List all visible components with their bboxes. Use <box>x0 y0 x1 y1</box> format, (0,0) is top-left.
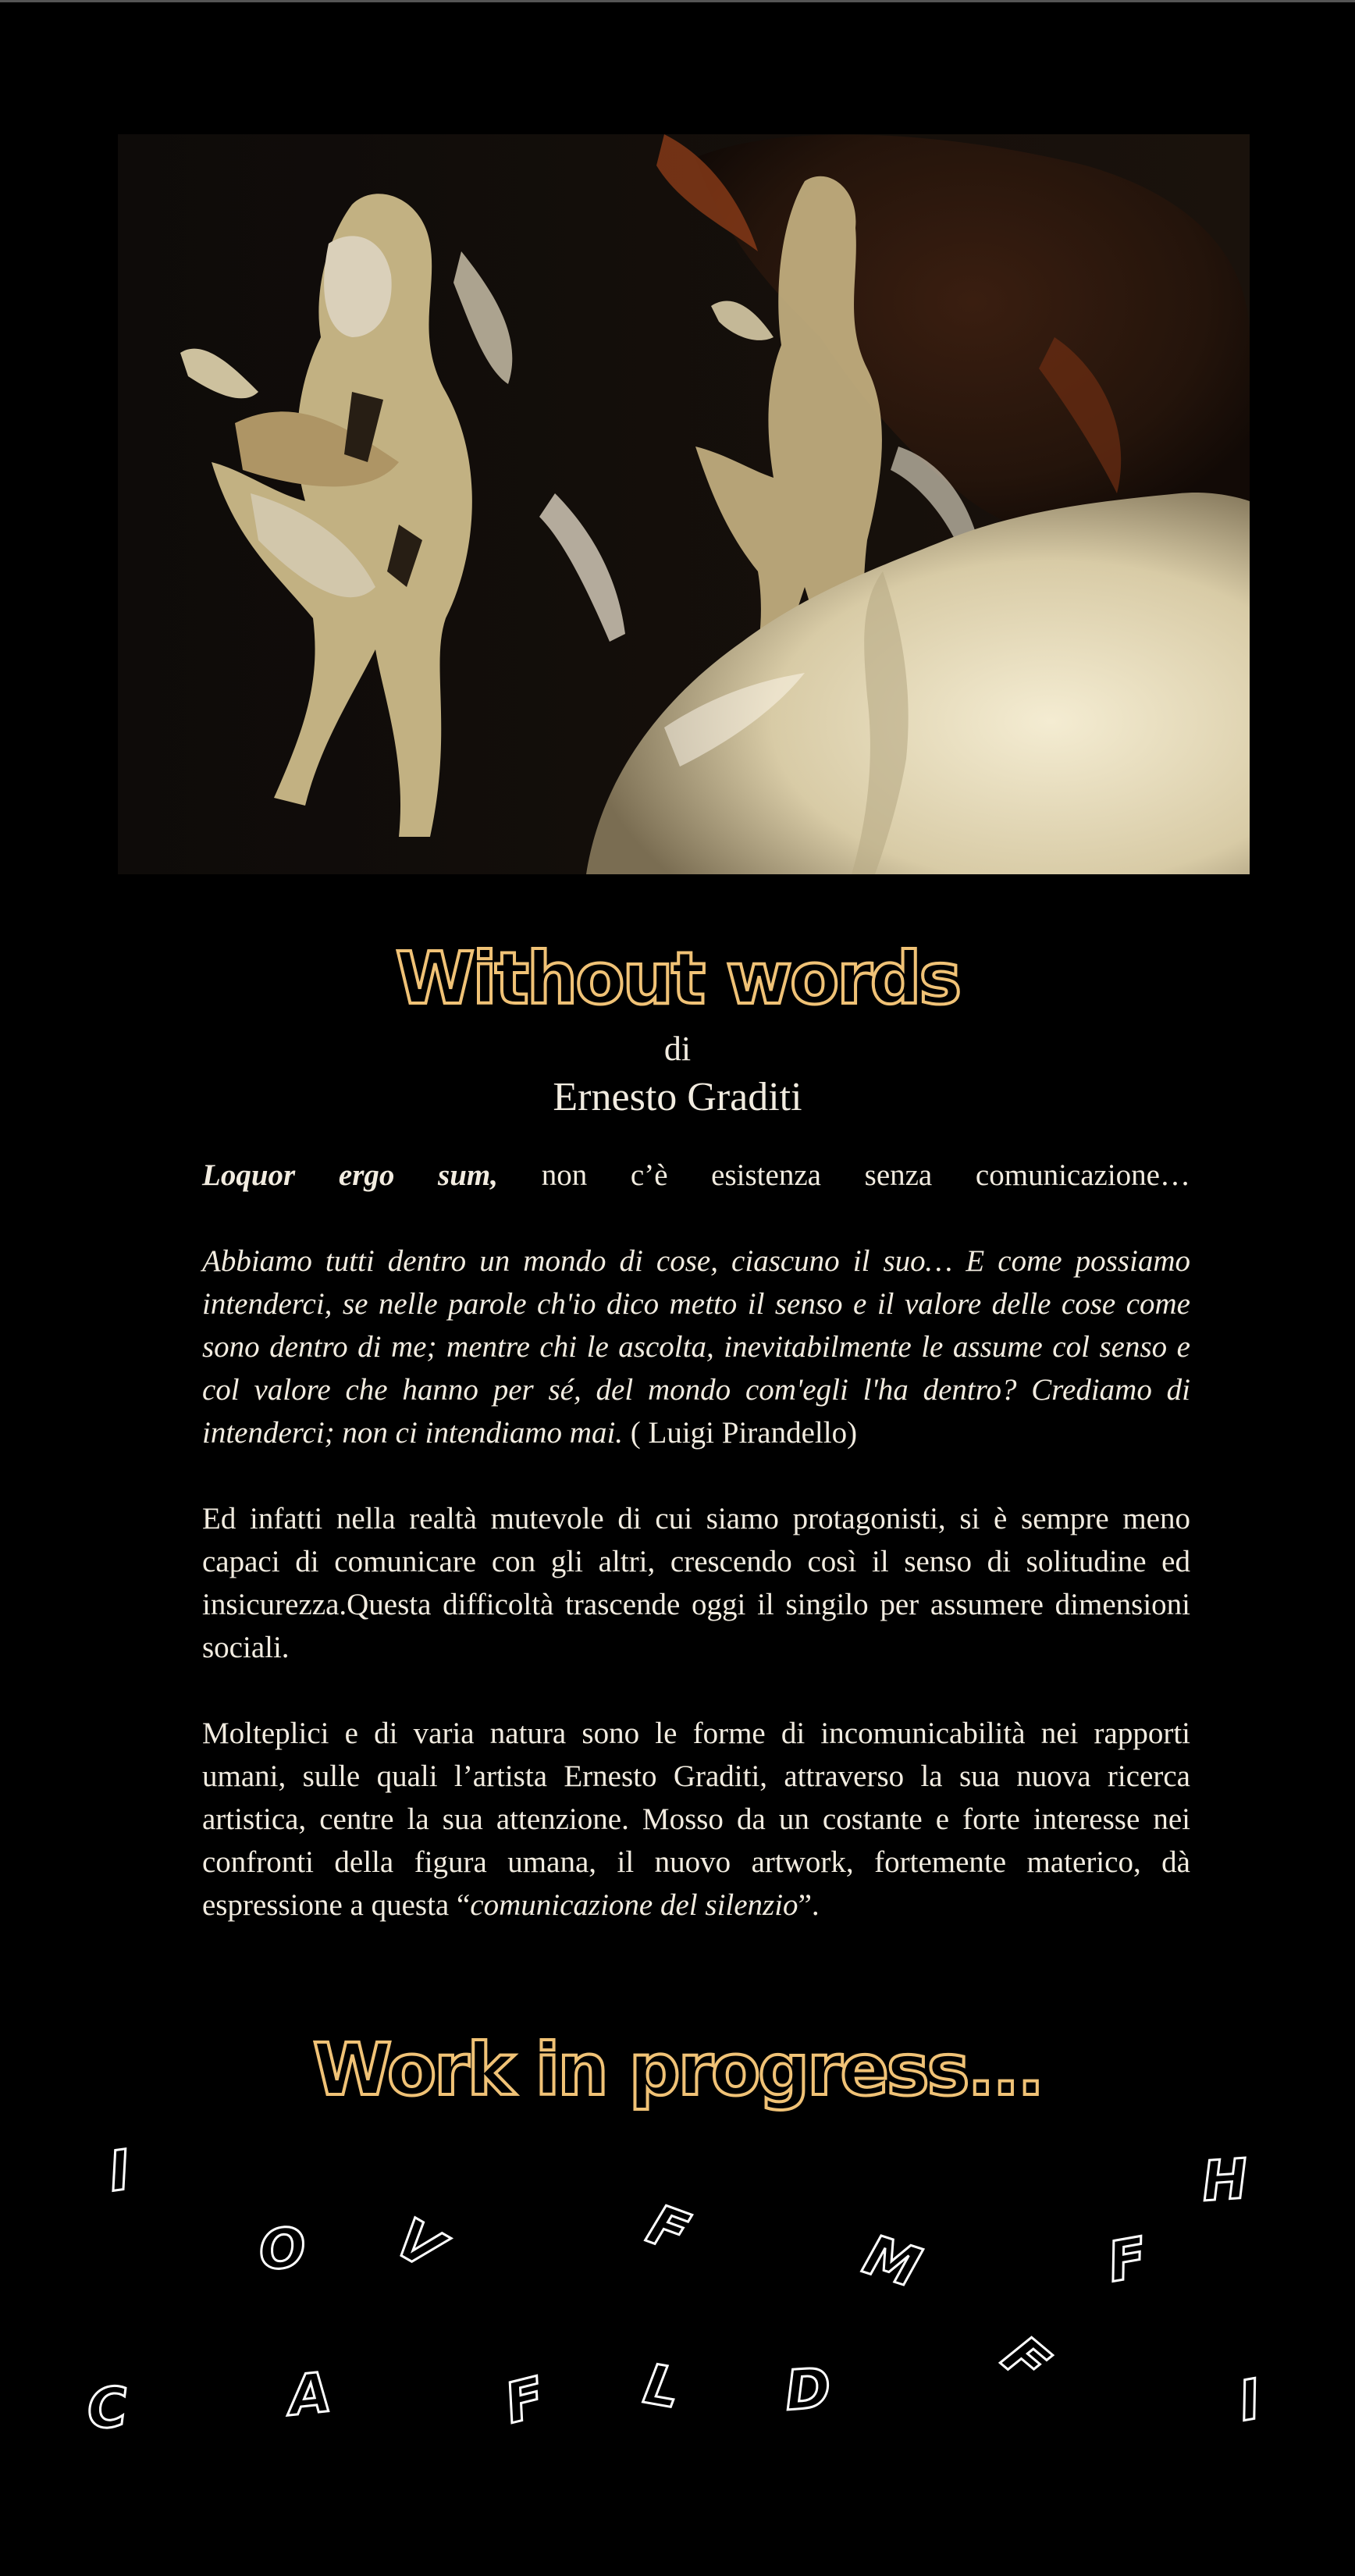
scatter-letter: H <box>1200 2147 1250 2214</box>
scatter-letter: F <box>1103 2225 1151 2295</box>
paragraph-reality: Ed infatti nella realtà mutevole di cui siamo protagonisti, si è sempre meno capaci di comunicare con gli altri, crescendo così il senso di solitudine ed insicurezza.Questa difficoltà trascende oggi il singilo per assumere dimensioni sociali. <box>202 1502 1190 1664</box>
scatter-letter: C <box>85 2375 130 2442</box>
work-in-progress-heading: Work in progress... <box>312 2028 1043 2112</box>
top-border <box>0 0 1355 2</box>
silence-phrase: comunicazione del silenzio <box>470 1888 798 1922</box>
scatter-letter: M <box>856 2222 928 2300</box>
quote-citation: ( Luigi Pirandello) <box>623 1416 858 1450</box>
scatter-letter: A <box>285 2360 335 2428</box>
scatter-letter: F <box>639 2192 697 2265</box>
poster-title: Without words <box>395 937 960 1020</box>
scatter-letter: D <box>783 2356 833 2423</box>
scatter-letter: O <box>257 2215 308 2282</box>
scatter-letter: I <box>1234 2367 1265 2434</box>
body-text <box>202 1154 1190 1969</box>
paragraph-intro <box>202 1154 1190 1197</box>
paragraph-artist <box>202 1712 1190 1927</box>
intro-rest: non c’è esistenza senza comunicazione… <box>498 1158 1190 1192</box>
scatter-letter: V <box>385 2205 454 2283</box>
author-name: Ernesto Graditi <box>553 1075 802 1119</box>
hero-artwork-image <box>118 134 1250 874</box>
artist-text-end: ”. <box>798 1888 820 1922</box>
scatter-letter: L <box>639 2351 685 2421</box>
pirandello-quote: Abbiamo tutti dentro un mondo di cose, ciascuno il suo… E come possiamo intenderci, se nelle parole ch'io dico metto il senso e il valore delle cose come sono dentro di me; mentre chi le ascolta, inevitabilmente le assume col senso e col valore che hanno per sé, del mondo com'egli l'ha dentro? Crediamo di intenderci; non ci intendiamo mai. <box>202 1244 1190 1450</box>
artist-text: Molteplici e di varia natura sono le forme di incomunicabilità nei rapporti umani, sulle quali l’artista Ernesto Graditi, attraverso la sua nuova ricerca artistica, centre la sua attenzione. Mosso da un costante e forte interesse nei confronti della figura umana, il nuovo artwork, fortemente materico, dà espressione a questa “ <box>202 1717 1190 1922</box>
scatter-letter: F <box>498 2364 551 2436</box>
scatter-letter: I <box>105 2137 134 2204</box>
paragraph-quote <box>202 1240 1190 1454</box>
intro-bold-phrase: Loquor ergo sum, <box>202 1158 499 1192</box>
scatter-letter: F <box>990 2323 1061 2396</box>
byline-di: di <box>663 1030 692 1068</box>
